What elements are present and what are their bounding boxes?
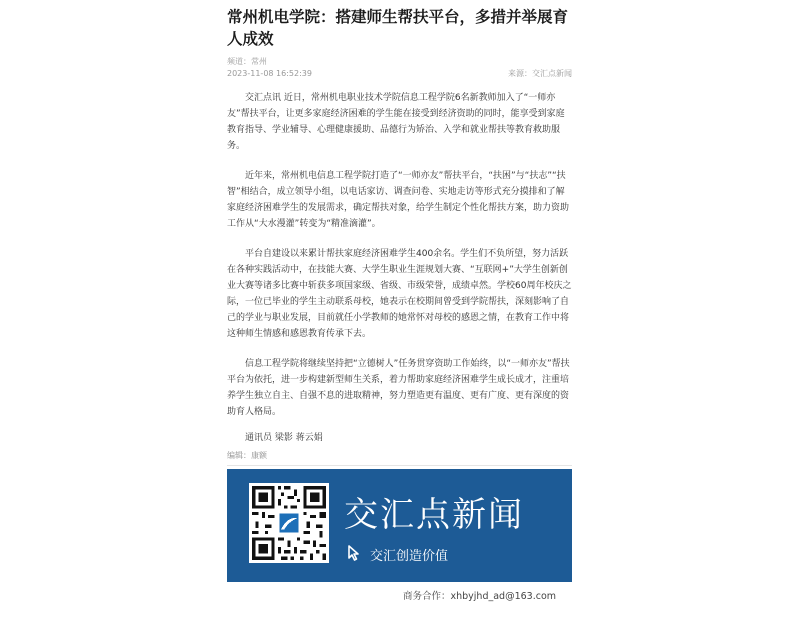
article-paragraph: 交汇点讯 近日，常州机电职业技术学院信息工程学院6名新教师加入了“一师亦友”帮扶平台，让更多家庭经济困难的学生能在接受到经济资助的同时，能享受到家庭教育指导、学业辅导、心理健康援助、品德行为矫治、入学和就业帮扶等教育救助服务。 [227,93,565,151]
article [227,0,572,466]
app-promo-banner[interactable] [227,469,572,582]
pointer-logo-icon [345,543,365,563]
article-paragraph: 平台自建设以来累计帮扶家庭经济困难学生400余名。学生们不负所望，努力活跃在各种实践活动中，在技能大赛、大学生职业生涯规划大赛、“互联网+”大学生创新创业大赛等诸多比赛中斩获多项国家级、省级、市级荣誉，成绩卓然。学校60周年校庆之际，一位已毕业的学生主动联系母校，她表示在校期间曾受到学院帮扶，深刻影响了自己的学业与职业发展，目前就任小学教师的她常怀对母校的感恩之情，在教育工作中将这种师生情感和感恩教育传承下去。 [227,249,572,339]
article-channel: 频道：常州 [227,57,267,66]
qr-code-icon[interactable] [249,483,329,563]
article-reporter: 通讯员 梁影 蒋云娟 [245,433,323,443]
article-editor: 编辑：康额 [227,450,572,466]
banner-title: 交汇点新闻 [344,495,524,535]
banner-slogan: 交汇创造价值 [370,549,449,564]
article-datetime: 2023-11-08 16:52:39 [227,69,312,78]
article-meta [227,56,572,80]
article-paragraph: 近年来，常州机电信息工程学院打造了“一师亦友”帮扶平台，“扶困”与“扶志”“扶智”相结合，成立领导小组，以电话家访、调查问卷、实地走访等形式充分摸排和了解家庭经济困难学生的发展需求，确定帮扶对象，给学生制定个性化帮扶方案，助力资助工作从“大水漫灌”转变为“精准滴灌”。 [227,171,570,229]
article-paragraph: 信息工程学院将继续坚持把“立德树人”任务贯穿资助工作始终，以“一师亦友”帮扶平台为依托，进一步构建新型师生关系，着力帮助家庭经济困难学生成长成才，注重培养学生独立自主、自强不息的进取精神，努力塑造更有温度、更有广度、更有深度的资助育人格局。 [227,359,570,417]
article-source: 来源：交汇点新闻 [508,69,572,78]
article-title: 常州机电学院：搭建师生帮扶平台，多措并举展育人成效 [227,8,569,48]
business-contact: 商务合作：xhbyjhd_ad@163.com [403,591,557,602]
